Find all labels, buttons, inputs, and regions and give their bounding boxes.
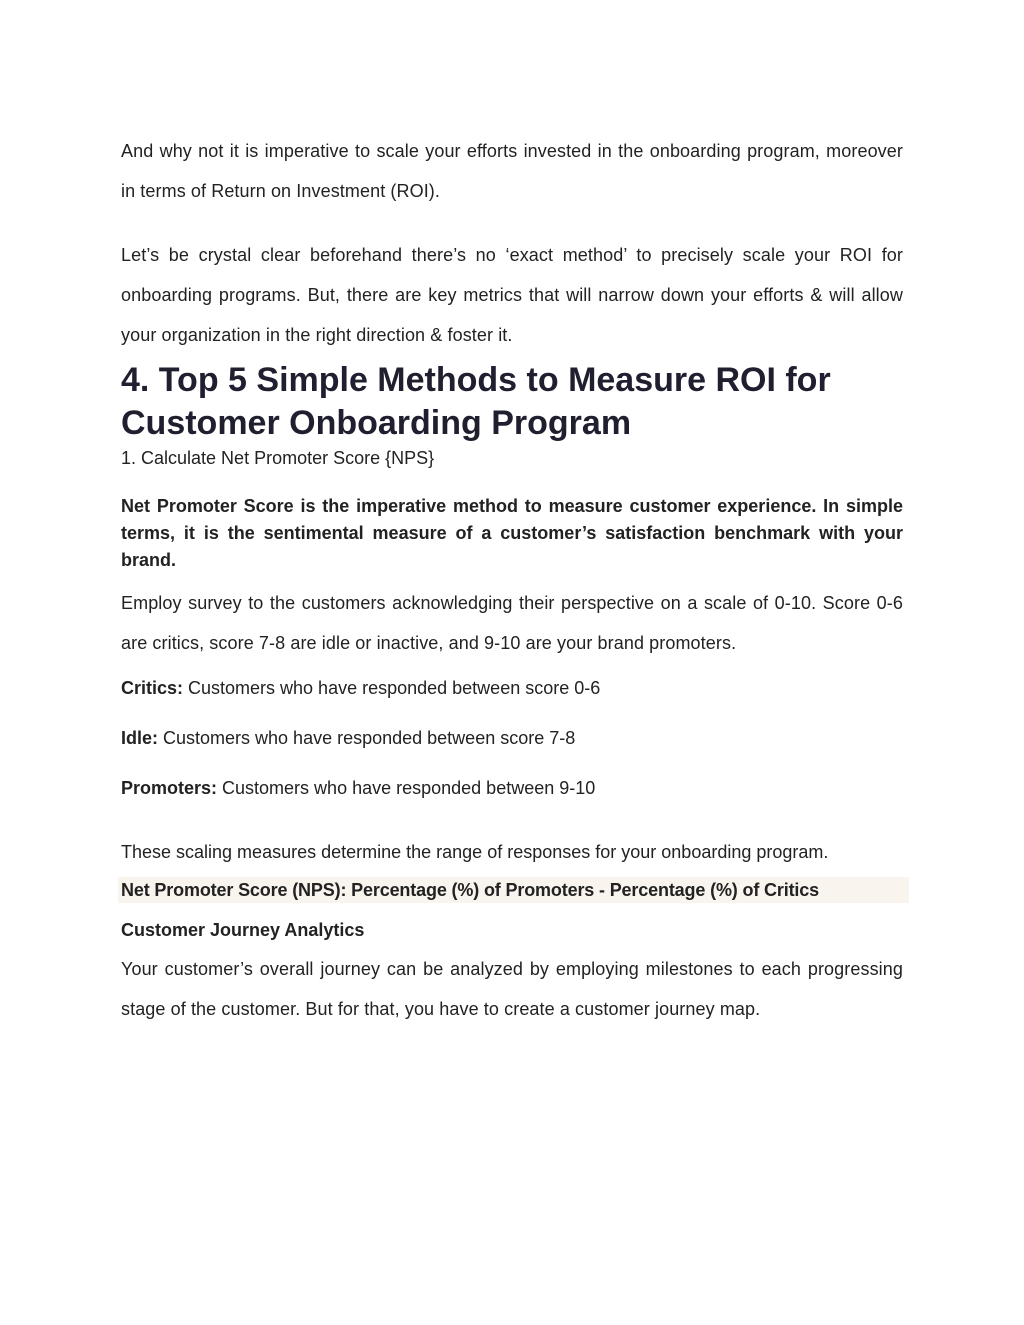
definition-term: Critics: [121, 678, 184, 698]
journey-heading: Customer Journey Analytics [121, 920, 365, 940]
clarity-paragraph: Let’s be crystal clear beforehand there’s no ‘exact method’ to precisely scale your ROI for onboarding programs. But, there are key metrics that will narrow down your efforts & will allow your organization in the right direction & foster it. [121, 245, 903, 345]
scaling-note: These scaling measures determine the range of responses for your onboarding program. [121, 842, 829, 862]
definition-idle [121, 725, 903, 751]
definition-text: Customers who have responded between score 0-6 [183, 678, 601, 698]
section-heading: 4. Top 5 Simple Methods to Measure ROI for Customer Onboarding Program [121, 361, 831, 442]
survey-paragraph: Employ survey to the customers acknowledging their perspective on a scale of 0-10. Score 0-6 are critics, score 7-8 are idle or inactive, and 9-10 are your brand promoters. [121, 593, 903, 653]
definition-term: Promoters: [121, 778, 218, 798]
document-body [121, 131, 903, 1029]
definition-critics [121, 675, 903, 701]
definition-text: Customers who have responded between 9-10 [217, 778, 596, 798]
method-subheading: 1. Calculate Net Promoter Score {NPS} [121, 448, 435, 468]
definition-promoters [121, 775, 903, 801]
definition-text: Customers who have responded between score 7-8 [158, 728, 576, 748]
nps-bold-intro: Net Promoter Score is the imperative method to measure customer experience. In simple terms, it is the sentimental measure of a customer’s satisfaction benchmark with your brand. [121, 496, 903, 570]
definition-term: Idle: [121, 728, 159, 748]
nps-formula-highlight: Net Promoter Score (NPS): Percentage (%) of Promoters - Percentage (%) of Critics [118, 877, 909, 903]
journey-paragraph: Your customer’s overall journey can be analyzed by employing milestones to each progressing stage of the customer. But for that, you have to create a customer journey map. [121, 959, 903, 1019]
intro-paragraph: And why not it is imperative to scale your efforts invested in the onboarding program, moreover in terms of Return on Investment (ROI). [121, 141, 903, 201]
